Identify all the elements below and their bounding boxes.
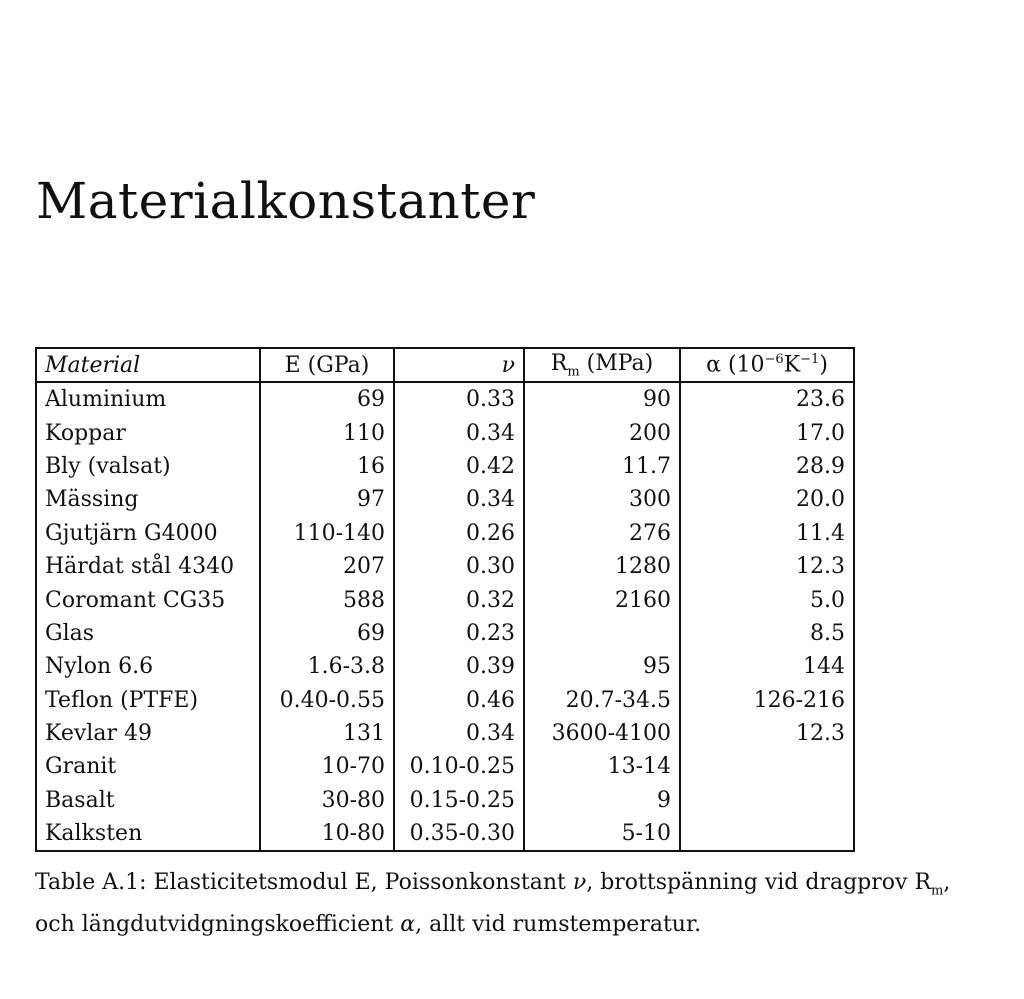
cell-material: Koppar [36, 416, 260, 449]
cell-thermal-expansion: 144 [680, 650, 854, 683]
cell-material: Teflon (PTFE) [36, 684, 260, 717]
cell-poisson-ratio: 0.30 [394, 550, 524, 583]
cell-tensile-strength: 13-14 [524, 750, 680, 783]
cell-material: Kalksten [36, 817, 260, 851]
header-alpha-prefix: α (10 [706, 352, 765, 378]
cell-thermal-expansion: 23.6 [680, 382, 854, 416]
header-tensile-strength [524, 348, 680, 382]
cell-thermal-expansion [680, 750, 854, 783]
caption-nu: ν [572, 870, 587, 895]
cell-material: Härdat stål 4340 [36, 550, 260, 583]
cell-tensile-strength: 1280 [524, 550, 680, 583]
cell-tensile-strength: 9 [524, 784, 680, 817]
cell-thermal-expansion: 126-216 [680, 684, 854, 717]
cell-poisson-ratio: 0.34 [394, 416, 524, 449]
caption-text-4: , allt vid rumstemperatur. [415, 912, 702, 938]
cell-material: Coromant CG35 [36, 583, 260, 616]
caption-text-2: , brottspänning vid dragprov R [586, 870, 932, 895]
cell-material: Glas [36, 617, 260, 650]
header-poisson-ratio: ν [394, 348, 524, 382]
cell-material: Kevlar 49 [36, 717, 260, 750]
table-row [36, 617, 854, 650]
cell-thermal-expansion: 11.4 [680, 517, 854, 550]
cell-youngs-modulus: 10-70 [260, 750, 394, 783]
cell-thermal-expansion: 5.0 [680, 583, 854, 616]
cell-thermal-expansion: 20.0 [680, 483, 854, 516]
header-thermal-expansion [680, 348, 854, 382]
cell-youngs-modulus: 69 [260, 382, 394, 416]
header-rm-unit: (MPa) [579, 350, 654, 376]
table-row [36, 717, 854, 750]
cell-youngs-modulus: 110-140 [260, 517, 394, 550]
cell-youngs-modulus: 1.6-3.8 [260, 650, 394, 683]
cell-material: Basalt [36, 784, 260, 817]
cell-tensile-strength: 300 [524, 483, 680, 516]
cell-poisson-ratio: 0.34 [394, 483, 524, 516]
header-alpha-unit-k: K [783, 352, 801, 378]
cell-youngs-modulus: 69 [260, 617, 394, 650]
caption-alpha: α [400, 912, 416, 938]
header-alpha-exponent-1: −6 [764, 352, 784, 368]
cell-youngs-modulus: 30-80 [260, 784, 394, 817]
cell-tensile-strength: 90 [524, 382, 680, 416]
cell-poisson-ratio: 0.26 [394, 517, 524, 550]
cell-youngs-modulus: 97 [260, 483, 394, 516]
cell-thermal-expansion: 28.9 [680, 450, 854, 483]
header-rm-symbol: R [550, 350, 568, 376]
header-alpha-suffix: ) [819, 352, 828, 378]
table-row [36, 550, 854, 583]
cell-tensile-strength [524, 617, 680, 650]
cell-tensile-strength: 2160 [524, 583, 680, 616]
cell-poisson-ratio: 0.46 [394, 684, 524, 717]
cell-tensile-strength: 11.7 [524, 450, 680, 483]
header-material: Material [36, 348, 260, 382]
cell-youngs-modulus: 110 [260, 416, 394, 449]
cell-material: Granit [36, 750, 260, 783]
table-row [36, 450, 854, 483]
cell-tensile-strength: 3600-4100 [524, 717, 680, 750]
cell-thermal-expansion [680, 817, 854, 851]
cell-poisson-ratio: 0.34 [394, 717, 524, 750]
table-row [36, 784, 854, 817]
table-row [36, 817, 854, 851]
cell-material: Nylon 6.6 [36, 650, 260, 683]
cell-thermal-expansion: 8.5 [680, 617, 854, 650]
header-youngs-modulus: E (GPa) [260, 348, 394, 382]
cell-poisson-ratio: 0.42 [394, 450, 524, 483]
cell-tensile-strength: 276 [524, 517, 680, 550]
table-header-row [36, 348, 854, 382]
cell-material: Bly (valsat) [36, 450, 260, 483]
table-row [36, 684, 854, 717]
cell-thermal-expansion: 17.0 [680, 416, 854, 449]
table-row [36, 483, 854, 516]
table-row [36, 382, 854, 416]
cell-tensile-strength: 20.7-34.5 [524, 684, 680, 717]
cell-thermal-expansion: 12.3 [680, 550, 854, 583]
caption-text-3: , och längdutvidgningskoefficient [35, 870, 951, 938]
cell-youngs-modulus: 16 [260, 450, 394, 483]
table-body [36, 382, 854, 851]
cell-youngs-modulus: 0.40-0.55 [260, 684, 394, 717]
cell-poisson-ratio: 0.35-0.30 [394, 817, 524, 851]
cell-thermal-expansion [680, 784, 854, 817]
cell-material: Mässing [36, 483, 260, 516]
cell-material: Aluminium [36, 382, 260, 416]
cell-poisson-ratio: 0.33 [394, 382, 524, 416]
material-constants-table [35, 347, 855, 852]
cell-poisson-ratio: 0.15-0.25 [394, 784, 524, 817]
table-row [36, 583, 854, 616]
cell-tensile-strength: 95 [524, 650, 680, 683]
cell-material: Gjutjärn G4000 [36, 517, 260, 550]
table-row [36, 650, 854, 683]
cell-tensile-strength: 200 [524, 416, 680, 449]
cell-tensile-strength: 5-10 [524, 817, 680, 851]
cell-youngs-modulus: 207 [260, 550, 394, 583]
page-title: Materialkonstanter [36, 172, 536, 230]
cell-youngs-modulus: 131 [260, 717, 394, 750]
cell-poisson-ratio: 0.10-0.25 [394, 750, 524, 783]
header-alpha-exponent-2: −1 [800, 352, 820, 368]
table-row [36, 416, 854, 449]
cell-poisson-ratio: 0.23 [394, 617, 524, 650]
table-row [36, 517, 854, 550]
table-row [36, 750, 854, 783]
cell-poisson-ratio: 0.39 [394, 650, 524, 683]
cell-poisson-ratio: 0.32 [394, 583, 524, 616]
header-rm-subscript: m [567, 364, 580, 380]
cell-youngs-modulus: 10-80 [260, 817, 394, 851]
caption-subscript: m [931, 883, 944, 899]
cell-thermal-expansion: 12.3 [680, 717, 854, 750]
caption-text-1: Table A.1: Elasticitetsmodul E, Poissonkonstant [35, 870, 573, 895]
cell-youngs-modulus: 588 [260, 583, 394, 616]
table-caption [35, 866, 995, 942]
